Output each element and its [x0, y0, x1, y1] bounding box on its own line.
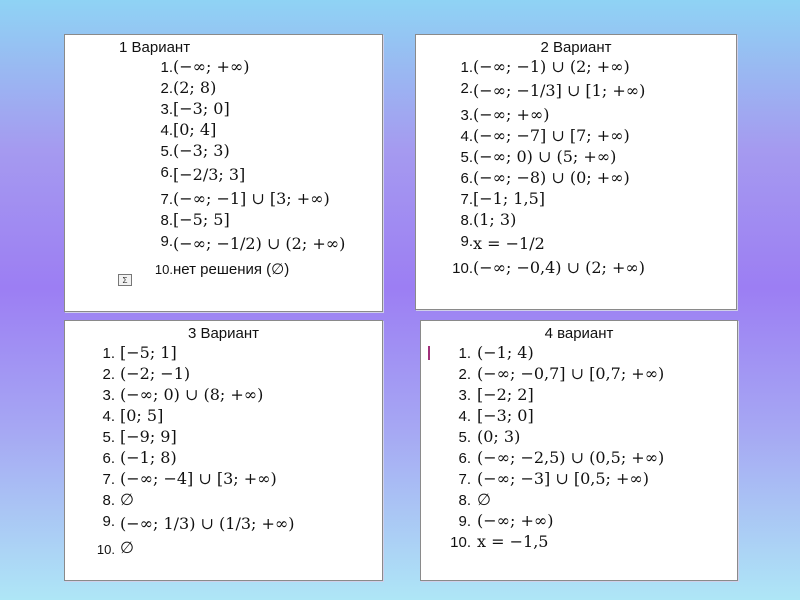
item-answer: (−2; −1) [120, 364, 191, 383]
item-answer: (−∞; −7] ∪ [7; +∞) [473, 126, 630, 145]
list-item [421, 469, 737, 490]
item-number: 7. [102, 471, 115, 488]
list-item [416, 126, 736, 147]
list-item [65, 385, 382, 406]
item-number: 2. [160, 80, 173, 97]
variant-4-panel [420, 320, 738, 581]
item-number: 4. [160, 122, 173, 139]
item-answer: (0; 3) [477, 427, 521, 446]
item-answer: (−∞; +∞) [473, 105, 550, 124]
item-number: 1. [160, 59, 173, 76]
item-number: 8. [102, 492, 115, 509]
equation-object-icon: Σ [118, 274, 132, 286]
variant-3-answer-list [65, 343, 382, 559]
item-number: 5. [102, 429, 115, 446]
item-number: 4. [458, 408, 471, 425]
item-answer: [−5; 5] [173, 210, 230, 229]
item-answer: ∅ [477, 490, 491, 509]
item-number: 7. [460, 191, 473, 208]
item-answer: [−5; 1] [120, 343, 177, 362]
item-number: 4. [460, 128, 473, 145]
variant-1-panel [64, 34, 383, 312]
item-number: 10. [154, 262, 173, 277]
item-answer: (−∞; 1/3) ∪ (1/3; +∞) [120, 514, 295, 533]
item-answer: [0; 4] [173, 120, 217, 139]
list-item [65, 343, 382, 364]
item-number: 9. [460, 233, 473, 250]
item-answer: (−∞; 0) ∪ (8; +∞) [120, 385, 264, 404]
item-answer: (−∞; −1/2) ∪ (2; +∞) [173, 234, 346, 253]
variant-2-panel [415, 34, 737, 310]
item-number: 4. [102, 408, 115, 425]
item-answer: (−∞; +∞) [477, 511, 554, 530]
item-answer: (−∞; −0,4) ∪ (2; +∞) [473, 258, 645, 277]
item-number: 1. [460, 59, 473, 76]
variant-4-answer-list [421, 343, 737, 553]
list-item [65, 364, 382, 385]
list-item [65, 538, 382, 559]
item-number: 9. [160, 233, 173, 250]
item-answer: (−∞; −2,5) ∪ (0,5; +∞) [477, 448, 665, 467]
list-item [421, 385, 737, 406]
variant-4-title: 4 вариант [544, 325, 614, 342]
list-item [416, 189, 736, 210]
item-answer: [−3; 0] [173, 99, 230, 118]
list-item [416, 210, 736, 231]
item-answer: (−∞; +∞) [173, 57, 250, 76]
item-number: 6. [460, 170, 473, 187]
variant-3-panel [64, 320, 383, 581]
item-answer: (−∞; −1/3] ∪ [1; +∞) [473, 81, 646, 100]
item-number: 5. [460, 149, 473, 166]
list-item [65, 511, 382, 538]
item-answer: [−2/3; 3] [173, 165, 246, 184]
variant-2-title: 2 Вариант [540, 39, 612, 56]
list-item [416, 57, 736, 78]
item-answer: ∅ [120, 538, 134, 557]
list-item [65, 57, 382, 78]
list-item [65, 448, 382, 469]
item-answer: (1; 3) [473, 210, 517, 229]
item-number: 5. [458, 429, 471, 446]
item-number: 10. [452, 260, 473, 277]
item-answer: [−9; 9] [120, 427, 177, 446]
list-item [421, 427, 737, 448]
item-number: 3. [460, 107, 473, 124]
list-item [421, 406, 737, 427]
item-number: 10. [96, 542, 115, 557]
list-item [421, 511, 737, 532]
item-number: 8. [460, 212, 473, 229]
list-item [65, 99, 382, 120]
list-item [421, 490, 737, 511]
list-item [416, 258, 736, 279]
list-item [65, 258, 382, 279]
list-item [65, 427, 382, 448]
item-answer: ∅ [120, 490, 134, 509]
item-number: 9. [102, 513, 115, 530]
item-answer: (2; 8) [173, 78, 217, 97]
list-item [65, 189, 382, 210]
item-number: 3. [160, 101, 173, 118]
list-item [416, 78, 736, 105]
item-answer: [−1; 1,5] [473, 189, 545, 208]
text-cursor [428, 346, 430, 360]
list-item [421, 364, 737, 385]
item-number: 2. [460, 80, 473, 97]
item-answer: (−∞; −8) ∪ (0; +∞) [473, 168, 630, 187]
list-item [65, 231, 382, 258]
item-answer: [−3; 0] [477, 406, 534, 425]
item-answer: x = −1,5 [477, 532, 549, 551]
item-number: 6. [458, 450, 471, 467]
item-answer: (−∞; −1) ∪ (2; +∞) [473, 57, 630, 76]
item-number: 5. [160, 143, 173, 160]
list-item [65, 469, 382, 490]
item-answer: (−1; 8) [120, 448, 177, 467]
item-answer: x = −1/2 [473, 234, 545, 253]
item-answer: [0; 5] [120, 406, 164, 425]
item-number: 2. [102, 366, 115, 383]
item-answer: (−∞; −0,7] ∪ [0,7; +∞) [477, 364, 665, 383]
variant-3-title: 3 Вариант [187, 325, 260, 342]
item-answer: нет решения (∅) [173, 261, 290, 278]
item-number: 6. [160, 164, 173, 181]
item-number: 8. [160, 212, 173, 229]
list-item [65, 162, 382, 189]
item-number: 10. [450, 534, 471, 551]
item-number: 7. [160, 191, 173, 208]
item-answer: (−∞; −3] ∪ [0,5; +∞) [477, 469, 649, 488]
variant-2-answer-list [416, 57, 736, 279]
list-item [416, 105, 736, 126]
list-item [65, 490, 382, 511]
item-number: 3. [458, 387, 471, 404]
variant-1-answer-list [65, 57, 382, 279]
item-number: 1. [458, 345, 471, 362]
item-answer: (−3; 3) [173, 141, 230, 160]
list-item [416, 147, 736, 168]
item-number: 8. [458, 492, 471, 509]
list-item [421, 343, 737, 364]
item-answer: [−2; 2] [477, 385, 534, 404]
item-answer: (−1; 4) [477, 343, 534, 362]
list-item [421, 448, 737, 469]
list-item [421, 532, 737, 553]
list-item [65, 141, 382, 162]
item-number: 2. [458, 366, 471, 383]
item-answer: (−∞; −1] ∪ [3; +∞) [173, 189, 330, 208]
item-answer: (−∞; −4] ∪ [3; +∞) [120, 469, 277, 488]
list-item [65, 120, 382, 141]
item-number: 7. [458, 471, 471, 488]
item-answer: (−∞; 0) ∪ (5; +∞) [473, 147, 617, 166]
list-item [65, 78, 382, 99]
item-number: 6. [102, 450, 115, 467]
item-number: 1. [102, 345, 115, 362]
variant-1-title: 1 Вариант [119, 39, 191, 56]
list-item [65, 210, 382, 231]
item-number: 3. [102, 387, 115, 404]
list-item [416, 231, 736, 258]
list-item [65, 406, 382, 427]
list-item [416, 168, 736, 189]
item-number: 9. [458, 513, 471, 530]
